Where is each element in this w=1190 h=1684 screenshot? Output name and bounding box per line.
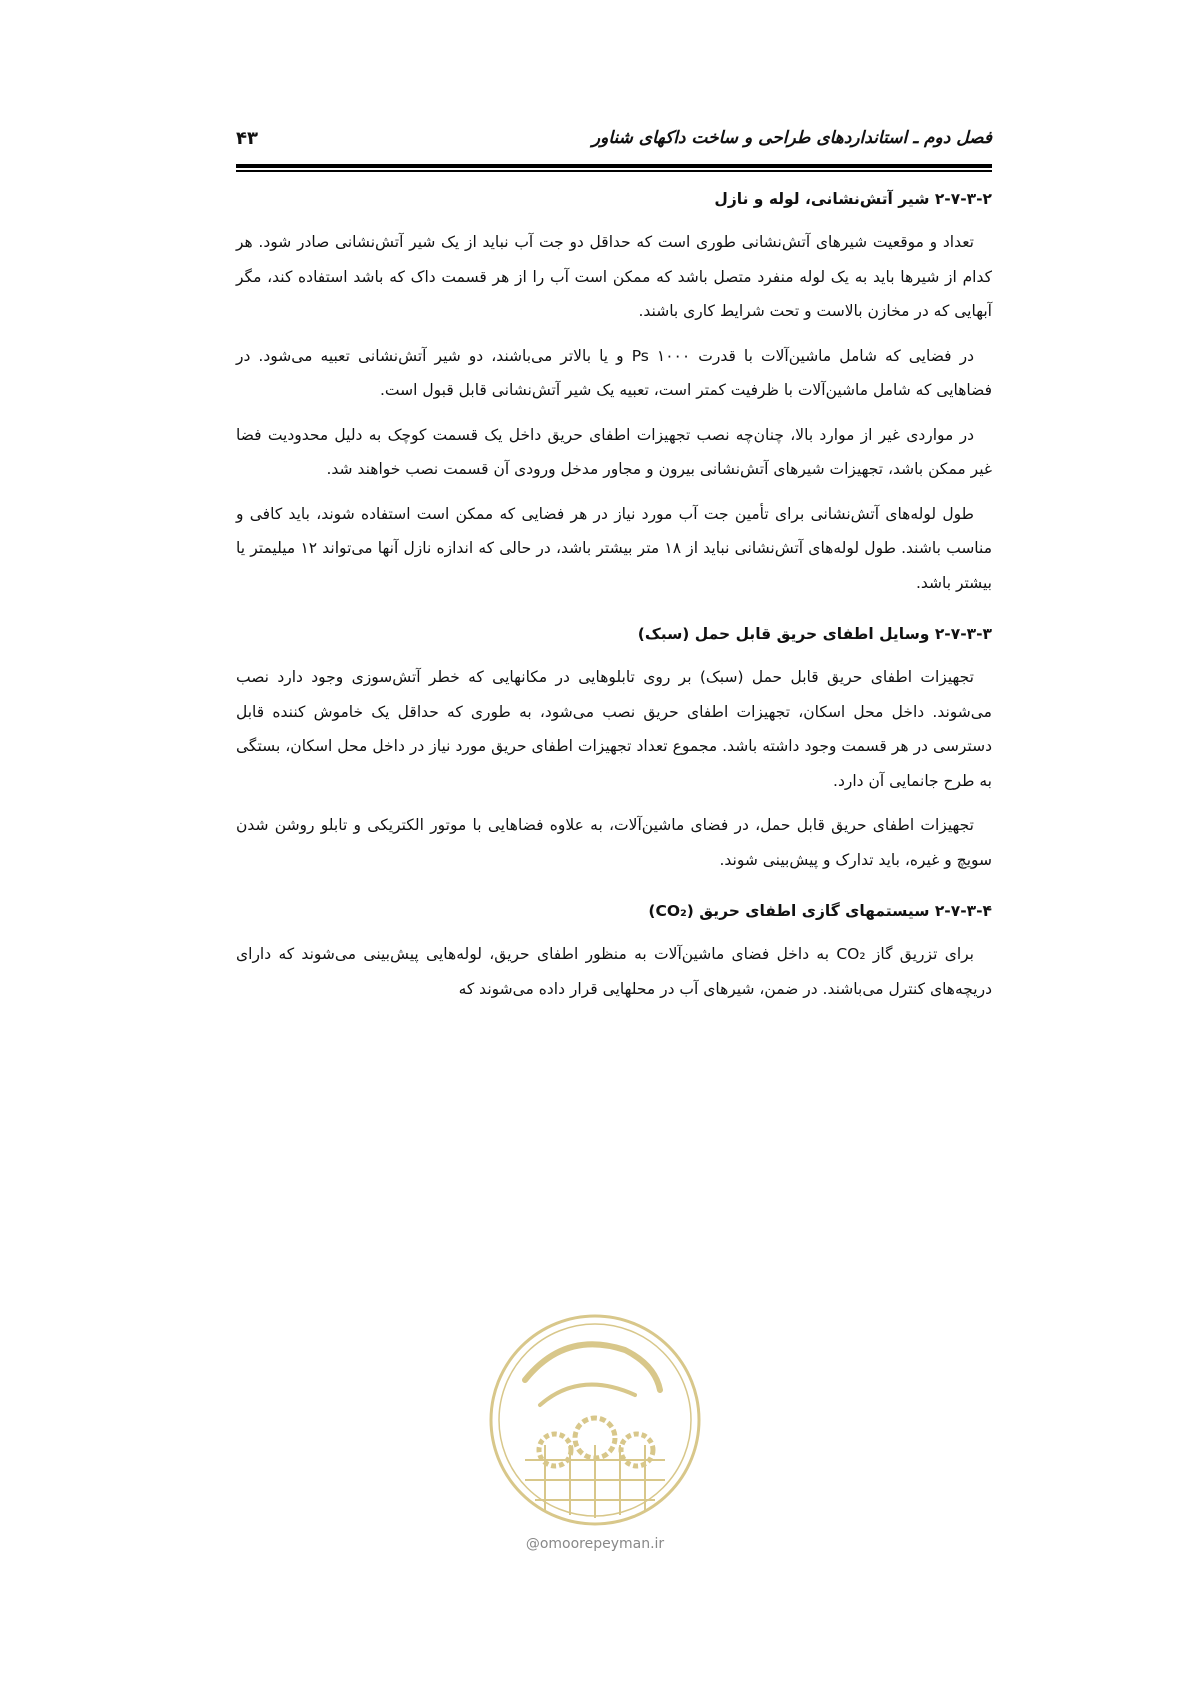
- page-number: ۴۳: [236, 128, 258, 149]
- paragraph: در فضایی که شامل ماشین‌آلات با قدرت Ps ۱۰۰۰ و یا بالاتر می‌باشند، دو شیر آتش‌نشانی تعبیه می‌شود. در فضاهایی که شامل ماشین‌آلات با ظرفیت کمتر است، تعبیه یک شیر آتش‌نشانی قابل قبول است.: [236, 346, 992, 399]
- section-heading-3: ۲-۷-۳-۴ سیستمهای گازی اطفای حریق (CO₂): [648, 902, 992, 920]
- paragraph: تجهیزات اطفای حریق قابل حمل، در فضای ماشین‌آلات، به علاوه فضاهایی با موتور الکتریکی و تابلو روشن شدن سویچ و غیره، باید تدارک و پیش‌بینی شوند.: [236, 816, 992, 869]
- website-watermark: @omoorepeyman.ir: [525, 1536, 665, 1552]
- paragraph: برای تزریق گاز CO₂ به داخل فضای ماشین‌آلات به منظور اطفای حریق، لوله‌هایی پیش‌بینی می‌شوند که دارای دریچه‌های کنترل می‌باشند. در ضمن، شیرهای آب در محلهایی قرار داده می‌شوند که: [236, 945, 992, 998]
- paragraph: تعداد و موقعیت شیرهای آتش‌نشانی طوری است که حداقل دو جت آب نباید از یک شیر آتش‌نشانی صادر شود. هر کدام از شیرها باید به یک لوله منفرد متصل باشد که ممکن است آب را از هر قسمت داک که باشد استفاده کند، مگر آبهایی که در مخازن بالاست و تحت شرایط کاری باشند.: [236, 233, 992, 320]
- header-rule-thin: [236, 170, 992, 172]
- running-title: فصل دوم ـ استانداردهای طراحی و ساخت داکهای شناور: [591, 128, 992, 148]
- watermark-logo-icon: [485, 1310, 705, 1530]
- paragraph: در مواردی غیر از موارد بالا، چنان‌چه نصب تجهیزات اطفای حریق داخل یک قسمت کوچک به دلیل محدودیت فضا غیر ممکن باشد، تجهیزات شیرهای آتش‌نشانی بیرون و مجاور مدخل ورودی آن قسمت نصب خواهند شد.: [236, 425, 992, 478]
- header-rule-thick: [236, 164, 992, 168]
- body-text: [236, 183, 992, 1016]
- page-header: [236, 126, 992, 154]
- paragraph: طول لوله‌های آتش‌نشانی برای تأمین جت آب مورد نیاز در هر فضایی که ممکن است استفاده شوند، باید کافی و مناسب باشند. طول لوله‌های آتش‌نشانی نباید از ۱۸ متر بیشتر باشد، در حالی که اندازه نازل آنها می‌تواند ۱۲ میلیمتر یا بیشتر باشد.: [236, 504, 993, 592]
- section-heading-1: ۲-۷-۳-۲ شیر آتش‌نشانی، لوله و نازل: [714, 190, 992, 208]
- section-heading-2: ۲-۷-۳-۳ وسایل اطفای حریق قابل حمل (سبک): [637, 625, 992, 643]
- paragraph: تجهیزات اطفای حریق قابل حمل (سبک) بر روی تابلوهایی در مکانهایی که خطر آتش‌سوزی وجود دارد نصب می‌شوند. داخل محل اسکان، تجهیزات اطفای حریق نصب می‌شود، به طوری که حداقل یک خاموش کننده قابل دسترسی در هر قسمت وجود داشته باشد. مجموع تعداد تجهیزات اطفای حریق مورد نیاز در داخل محل اسکان، بستگی به طرح جانمایی آن دارد.: [236, 668, 992, 790]
